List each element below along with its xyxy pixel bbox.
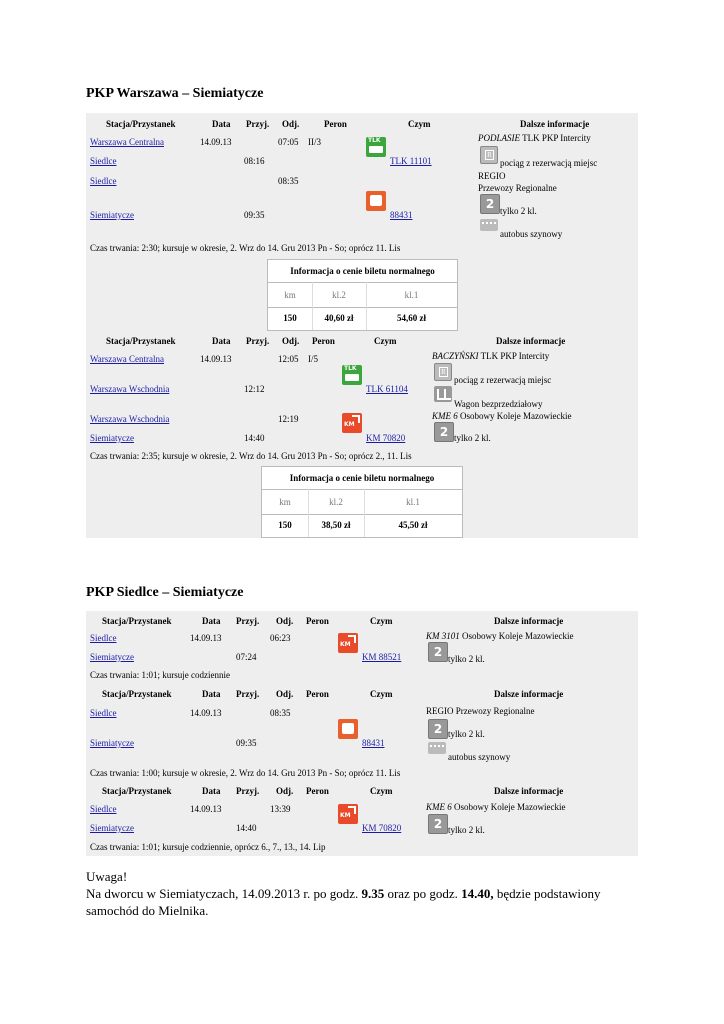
train-link[interactable]: KM 88521 [362, 652, 402, 662]
col-departure: Odj. [282, 119, 300, 129]
col-arrival: Przyj. [236, 616, 260, 626]
price-table [267, 259, 458, 331]
col-arrival: Przyj. [236, 689, 260, 699]
col-arrival: Przyj. [246, 119, 270, 129]
col-info: Dalsze informacje [494, 786, 564, 796]
note-text: Na dworcu w Siemiatyczach, 14.09.2013 r. po godz. [86, 886, 362, 901]
note-time: 14.40, [461, 886, 494, 901]
col-arrival: Przyj. [246, 336, 270, 346]
arrival: 14:40 [236, 823, 257, 833]
schedule-panel-siedlce [86, 611, 638, 856]
col-platform: Peron [306, 786, 329, 796]
station-link[interactable]: Siemiatycze [90, 210, 134, 220]
arrival: 12:12 [244, 384, 265, 394]
station-link[interactable]: Warszawa Wschodnia [90, 384, 170, 394]
arrival: 09:35 [236, 738, 257, 748]
col-date: Data [202, 616, 221, 626]
col-by: Czym [374, 336, 397, 346]
second-class-icon: 2 [428, 642, 448, 662]
note-text: oraz po godz. [384, 886, 462, 901]
price-table [261, 466, 463, 538]
train-name: KME 6 [426, 802, 452, 812]
section-title-warszawa: PKP Warszawa – Siemiatycze [86, 86, 264, 101]
reservation-icon: R [480, 146, 498, 164]
col-info: Dalsze informacje [494, 689, 564, 699]
col-by: Czym [370, 689, 393, 699]
price-col-c1: kl.1 [404, 290, 419, 300]
col-by: Czym [370, 786, 393, 796]
platform: II/3 [308, 137, 321, 147]
col-date: Data [202, 786, 221, 796]
second-class-icon: 2 [428, 719, 448, 739]
train-link[interactable]: 88431 [362, 738, 385, 748]
col-departure: Odj. [276, 616, 294, 626]
price-col-c2: kl.2 [329, 497, 343, 507]
col-info: Dalsze informacje [496, 336, 566, 346]
col-by: Czym [370, 616, 393, 626]
info-text: pociąg z rezerwacją miejsc [454, 375, 552, 385]
col-platform: Peron [324, 119, 347, 129]
price-col-km: km [284, 290, 296, 300]
arrival: 08:16 [244, 156, 265, 166]
info-text: tylko 2 kl. [448, 825, 485, 835]
departure: 07:05 [278, 137, 299, 147]
info-text: autobus szynowy [500, 229, 563, 239]
station-link[interactable]: Siemiatycze [90, 433, 134, 443]
note-body [86, 885, 646, 919]
info-text: Wagon bezprzedziałowy [454, 399, 543, 409]
price-col-c2: kl.2 [332, 290, 346, 300]
col-date: Data [212, 336, 231, 346]
col-station: Stacja/Przystanek [102, 786, 172, 796]
price-c2: 40,60 zł [324, 313, 354, 323]
col-departure: Odj. [276, 786, 294, 796]
departure: 12:05 [278, 354, 299, 364]
info-text: tylko 2 kl. [448, 729, 485, 739]
info-text: pociąg z rezerwacją miejsc [500, 158, 598, 168]
price-col-km: km [279, 497, 291, 507]
train-name: KME 6 [432, 411, 458, 421]
railbus-icon [428, 742, 446, 754]
station-link[interactable]: Siedlce [90, 708, 117, 718]
col-info: Dalsze informacje [494, 616, 564, 626]
carrier: Osobowy Koleje Mazowieckie [454, 802, 566, 812]
price-c2: 38,50 zł [321, 520, 351, 530]
tlk-train-icon: TLK [342, 365, 362, 385]
price-c1: 54,60 zł [397, 313, 426, 323]
station-link[interactable]: Warszawa Centralna [90, 137, 164, 147]
col-date: Data [212, 119, 231, 129]
train-link[interactable]: KM 70820 [366, 433, 406, 443]
departure: 13:39 [270, 804, 291, 814]
station-link[interactable]: Warszawa Centralna [90, 354, 164, 364]
duration: Czas trwania: 2:30; kursuje w okresie, 2. Wrz do 14. Gru 2013 Pn - So; oprócz 11. Lis [90, 243, 401, 253]
col-station: Stacja/Przystanek [102, 689, 172, 699]
station-link[interactable]: Siemiatycze [90, 738, 134, 748]
date: 14.09.13 [190, 708, 222, 718]
info-text: autobus szynowy [448, 752, 511, 762]
col-station: Stacja/Przystanek [102, 616, 172, 626]
price-c1: 45,50 zł [398, 520, 428, 530]
date: 14.09.13 [190, 804, 222, 814]
info-text: tylko 2 kl. [448, 654, 485, 664]
note-time: 9.35 [361, 886, 385, 901]
station-link[interactable]: Warszawa Wschodnia [90, 414, 170, 424]
station-link[interactable]: Siedlce [90, 804, 117, 814]
tlk-train-icon: TLK [366, 137, 386, 157]
arrival: 07:24 [236, 652, 257, 662]
duration: Czas trwania: 1:01; kursuje codziennie [90, 670, 230, 680]
note-text: samochód do Mielnika. [86, 903, 209, 918]
km-train-icon: KM [338, 633, 358, 653]
info-text: REGIO Przewozy Regionalne [426, 706, 535, 716]
arrival: 14:40 [244, 433, 265, 443]
km-train-icon: KM [342, 413, 362, 433]
price-col-c1: kl.1 [406, 497, 420, 507]
duration: Czas trwania: 2:35; kursuje w okresie, 2. Wrz do 14. Gru 2013 Pn - So; oprócz 2., 11. Lis [90, 451, 412, 461]
second-class-icon: 2 [434, 422, 454, 442]
col-info: Dalsze informacje [520, 119, 590, 129]
train-link[interactable]: TLK 11101 [390, 156, 432, 166]
col-by: Czym [408, 119, 431, 129]
regional-train-icon [366, 191, 386, 211]
col-station: Stacja/Przystanek [106, 119, 176, 129]
km-train-icon: KM [338, 804, 358, 824]
date: 14.09.13 [190, 633, 222, 643]
platform: I/5 [308, 354, 318, 364]
train-name: KM 3101 [426, 631, 460, 641]
carrier: Osobowy Koleje Mazowieckie [460, 411, 572, 421]
price-km: 150 [278, 520, 292, 530]
railbus-icon [480, 219, 498, 231]
schedule-panel-warszawa [86, 113, 638, 538]
col-departure: Odj. [276, 689, 294, 699]
carrier: TLK PKP Intercity [480, 351, 550, 361]
price-title: Informacja o cenie biletu normalnego [262, 467, 462, 490]
train-name: PODLASIE [478, 133, 520, 143]
info-text: Przewozy Regionalne [478, 183, 557, 193]
price-title: Informacja o cenie biletu normalnego [268, 260, 457, 283]
train-link[interactable]: KM 70820 [362, 823, 402, 833]
date: 14.09.13 [200, 354, 232, 364]
open-coach-icon [434, 386, 452, 402]
station-link[interactable]: Siedlce [90, 156, 117, 166]
duration: Czas trwania: 1:01; kursuje codziennie, oprócz 6., 7., 13., 14. Lip [90, 842, 326, 852]
duration: Czas trwania: 1:00; kursuje w okresie, 2. Wrz do 14. Gru 2013 Pn - So; oprócz 11. Lis [90, 768, 401, 778]
price-km: 150 [283, 313, 297, 323]
col-platform: Peron [306, 689, 329, 699]
section-title-siedlce: PKP Siedlce – Siemiatycze [86, 585, 244, 600]
info-text: tylko 2 kl. [454, 433, 491, 443]
train-link[interactable]: 88431 [390, 210, 413, 220]
col-departure: Odj. [282, 336, 300, 346]
col-platform: Peron [312, 336, 335, 346]
note-text: będzie podstawiony [493, 886, 601, 901]
departure: 08:35 [270, 708, 291, 718]
date: 14.09.13 [200, 137, 232, 147]
info-text: REGIO [478, 171, 506, 181]
departure: 12:19 [278, 414, 299, 424]
col-station: Stacja/Przystanek [106, 336, 176, 346]
carrier: Osobowy Koleje Mazowieckie [462, 631, 574, 641]
arrival: 09:35 [244, 210, 265, 220]
station-link[interactable]: Siemiatycze [90, 823, 134, 833]
second-class-icon: 2 [428, 814, 448, 834]
second-class-icon: 2 [480, 194, 500, 214]
departure: 06:23 [270, 633, 291, 643]
station-link[interactable]: Siemiatycze [90, 652, 134, 662]
reservation-icon: R [434, 363, 452, 381]
departure: 08:35 [278, 176, 299, 186]
train-name: BACZYŃSKI [432, 351, 479, 361]
station-link[interactable]: Siedlce [90, 176, 117, 186]
col-arrival: Przyj. [236, 786, 260, 796]
station-link[interactable]: Siedlce [90, 633, 117, 643]
regional-train-icon [338, 719, 358, 739]
carrier: TLK PKP Intercity [522, 133, 591, 143]
train-link[interactable]: TLK 61104 [366, 384, 408, 394]
col-date: Data [202, 689, 221, 699]
info-text: tylko 2 kl. [500, 206, 537, 216]
col-platform: Peron [306, 616, 329, 626]
note-title: Uwaga! [86, 869, 128, 884]
